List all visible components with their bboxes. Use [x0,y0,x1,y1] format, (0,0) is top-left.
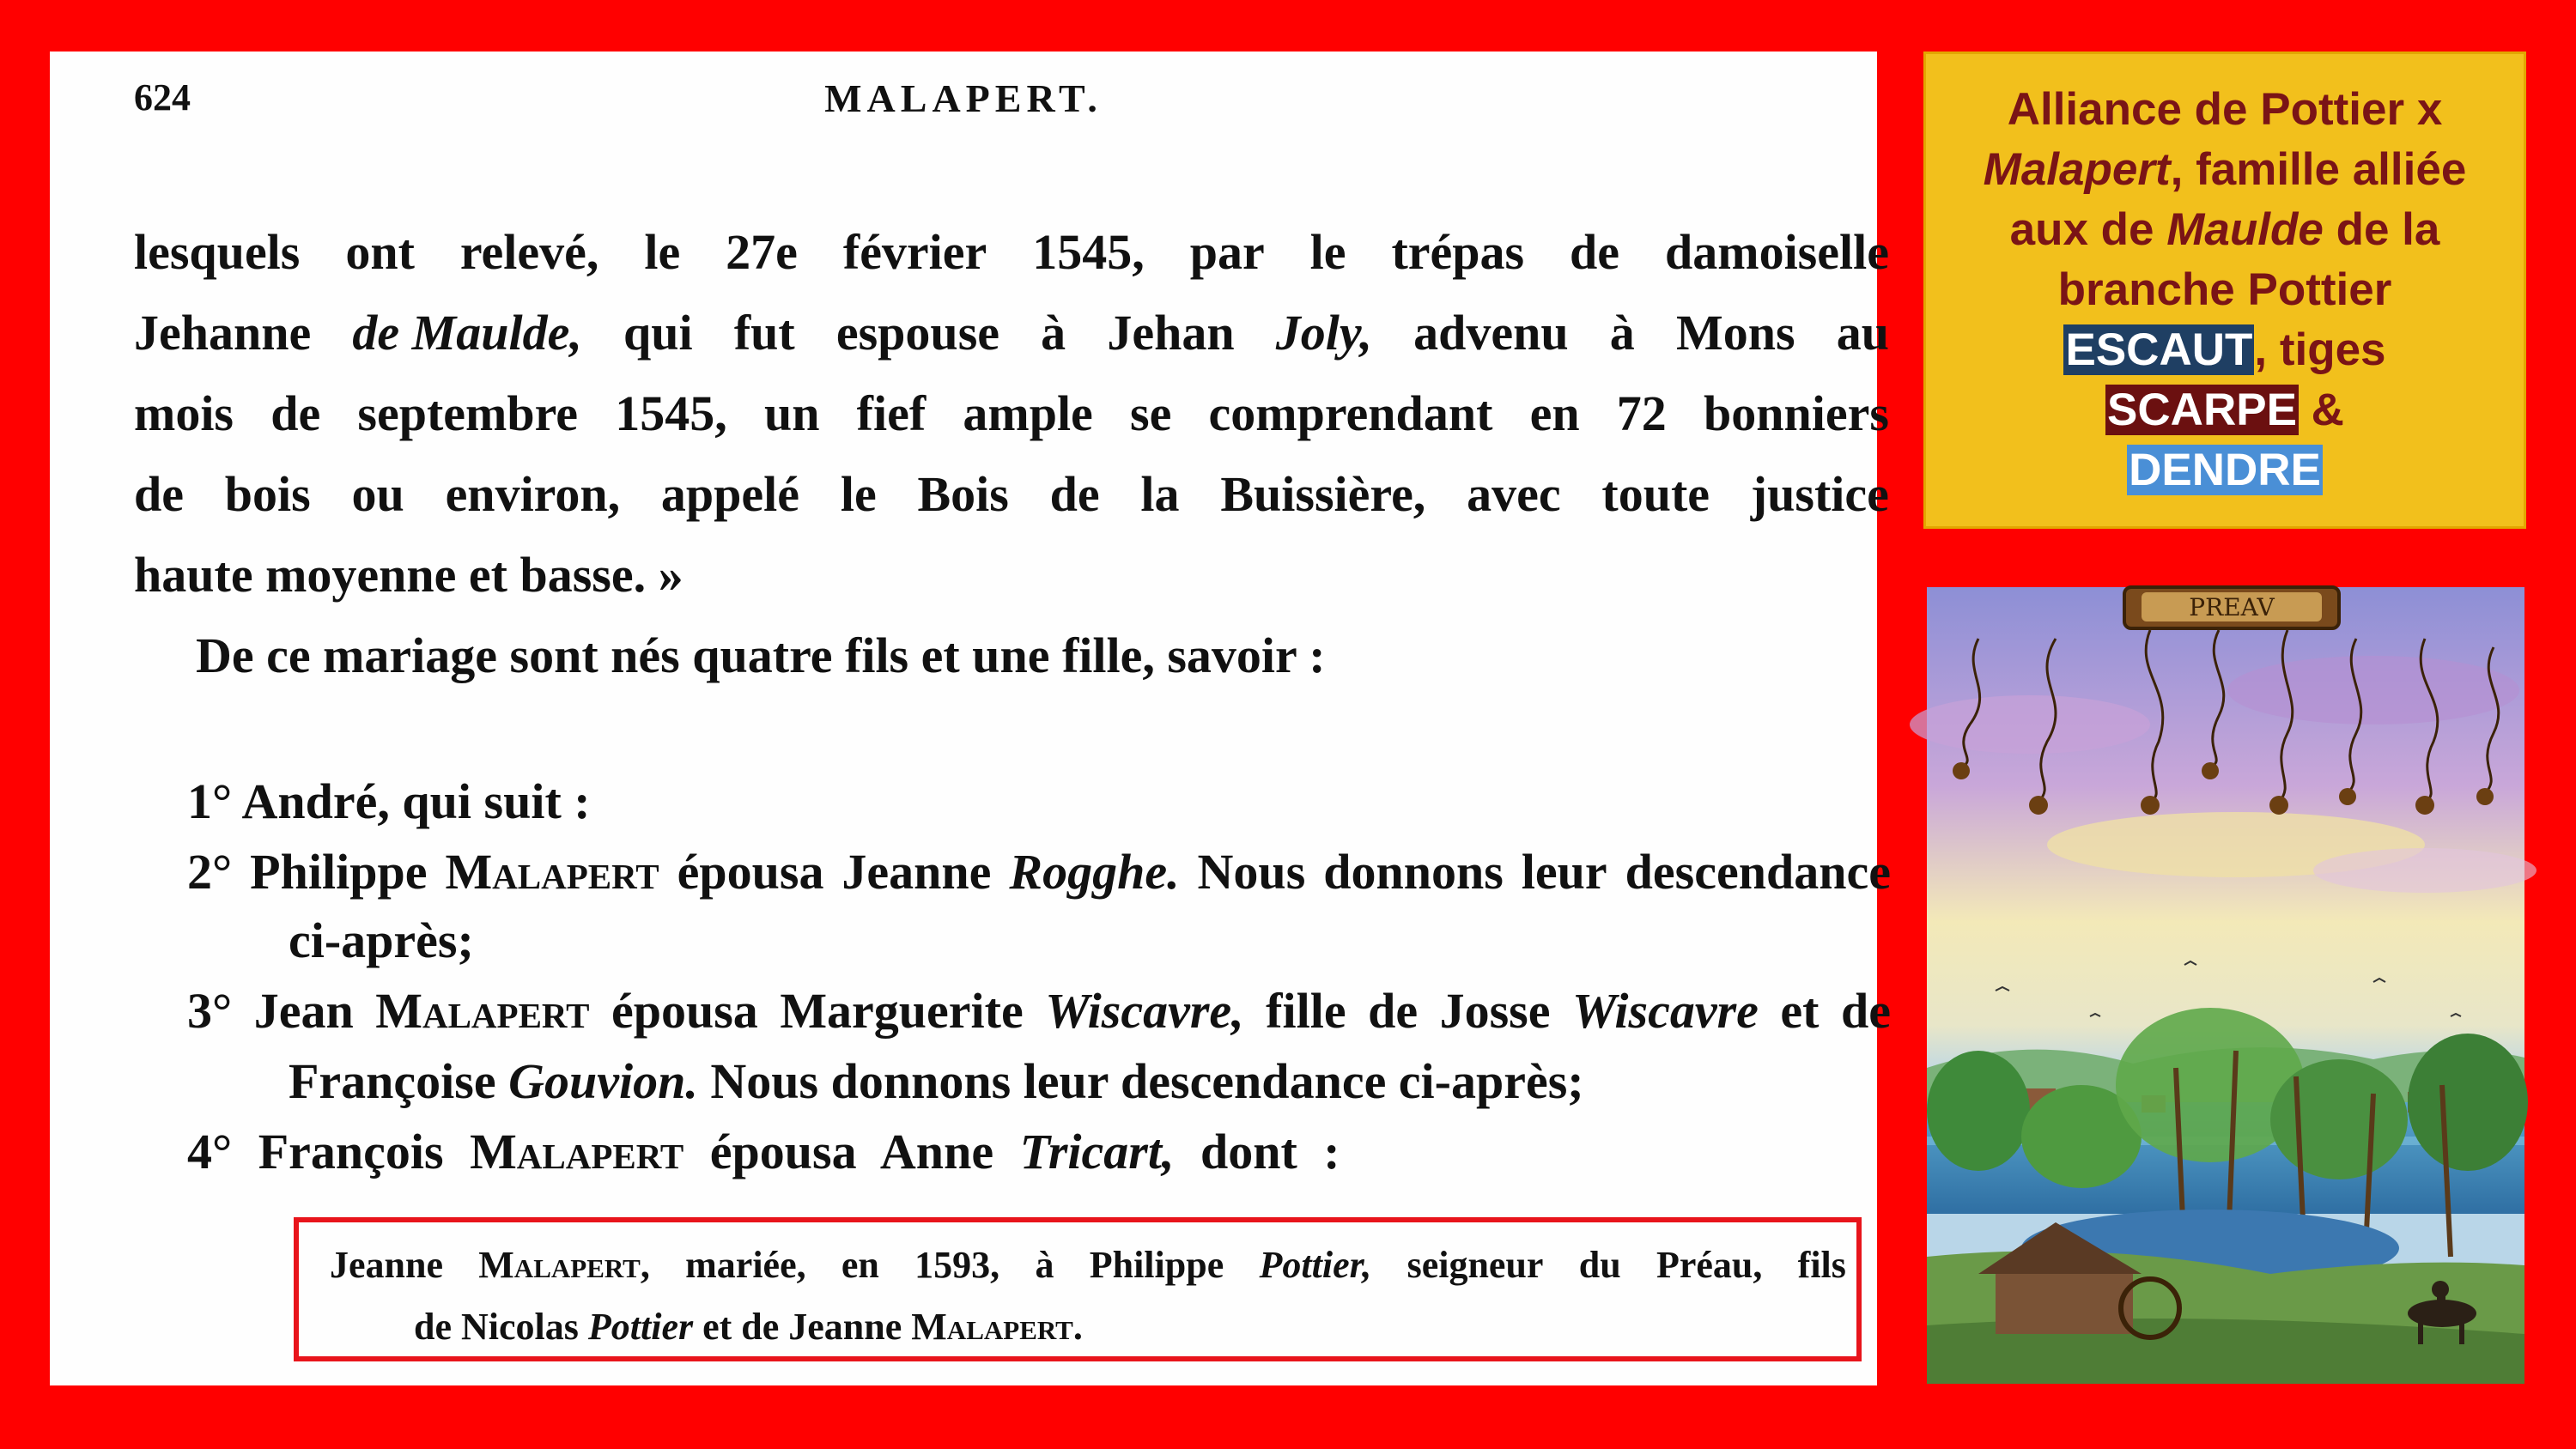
list-item-2: 2° Philippe Malapert épousa Jeanne Rogghe. Nous donnons leur descendance [187,844,1891,900]
intro-line: De ce mariage sont nés quatre fils et une fille, savoir : [196,627,1326,683]
para1-line3: mois de septembre 1545, un fief ample se comprendant en 72 bonniers [134,385,1889,441]
landscape-painting [1927,587,2524,1384]
para1-line5: haute moyenne et basse. » [134,547,683,603]
dendre-label: DENDRE [2129,445,2321,495]
list-item-3-cont: Françoise Gouvion. Nous donnons leur descendance ci-après; [289,1053,1584,1109]
painting-image [1927,587,2524,1384]
title-line5: ESCAUT, tiges [2065,324,2386,375]
para1-line2: Jehanne de Maulde, qui fut espouse à Jehan Joly, advenu à Mons au [134,305,1889,361]
title-line1: Alliance de Pottier x [2007,84,2443,135]
list-item-1: 1° André, qui suit : [187,773,591,829]
title-line4: branche Pottier [2057,264,2392,315]
title-line3: aux de Maulde de la [2009,204,2440,255]
book-page-scan [50,52,1891,1385]
title-line7 [1926,440,2524,500]
list-item-2-cont: ci-après; [289,912,474,968]
highlight-note-box [294,1217,1862,1361]
list-item-3: 3° Jean Malapert épousa Marguerite Wiscavre, fille de Josse Wiscavre et de [187,983,1891,1039]
title-line2: Malapert, famille alliée [1983,144,2467,195]
cartouche-label: PREAV [2189,593,2275,621]
escaut-label: ESCAUT [2065,324,2253,375]
note-line2: de Nicolas Pottier et de Jeanne Malapert. [414,1306,1083,1348]
title-line6: SCARPE & [2107,385,2344,435]
para1-line1: lesquels ont relevé, le 27e février 1545, par le trépas de damoiselle [134,224,1889,280]
title-box [1923,52,2526,529]
list-item-4: 4° François Malapert épousa Anne Tricart, dont : [187,1124,1340,1179]
page-number: 624 [134,76,191,118]
running-head: MALAPERT. [824,76,1103,120]
note-line1: Jeanne Malapert, mariée, en 1593, à Philippe Pottier, seigneur du Préau, fils [330,1244,1846,1286]
scarpe-label: SCARPE [2107,385,2297,435]
para1-line4: de bois ou environ, appelé le Bois de la Buissière, avec toute justice [134,466,1889,522]
